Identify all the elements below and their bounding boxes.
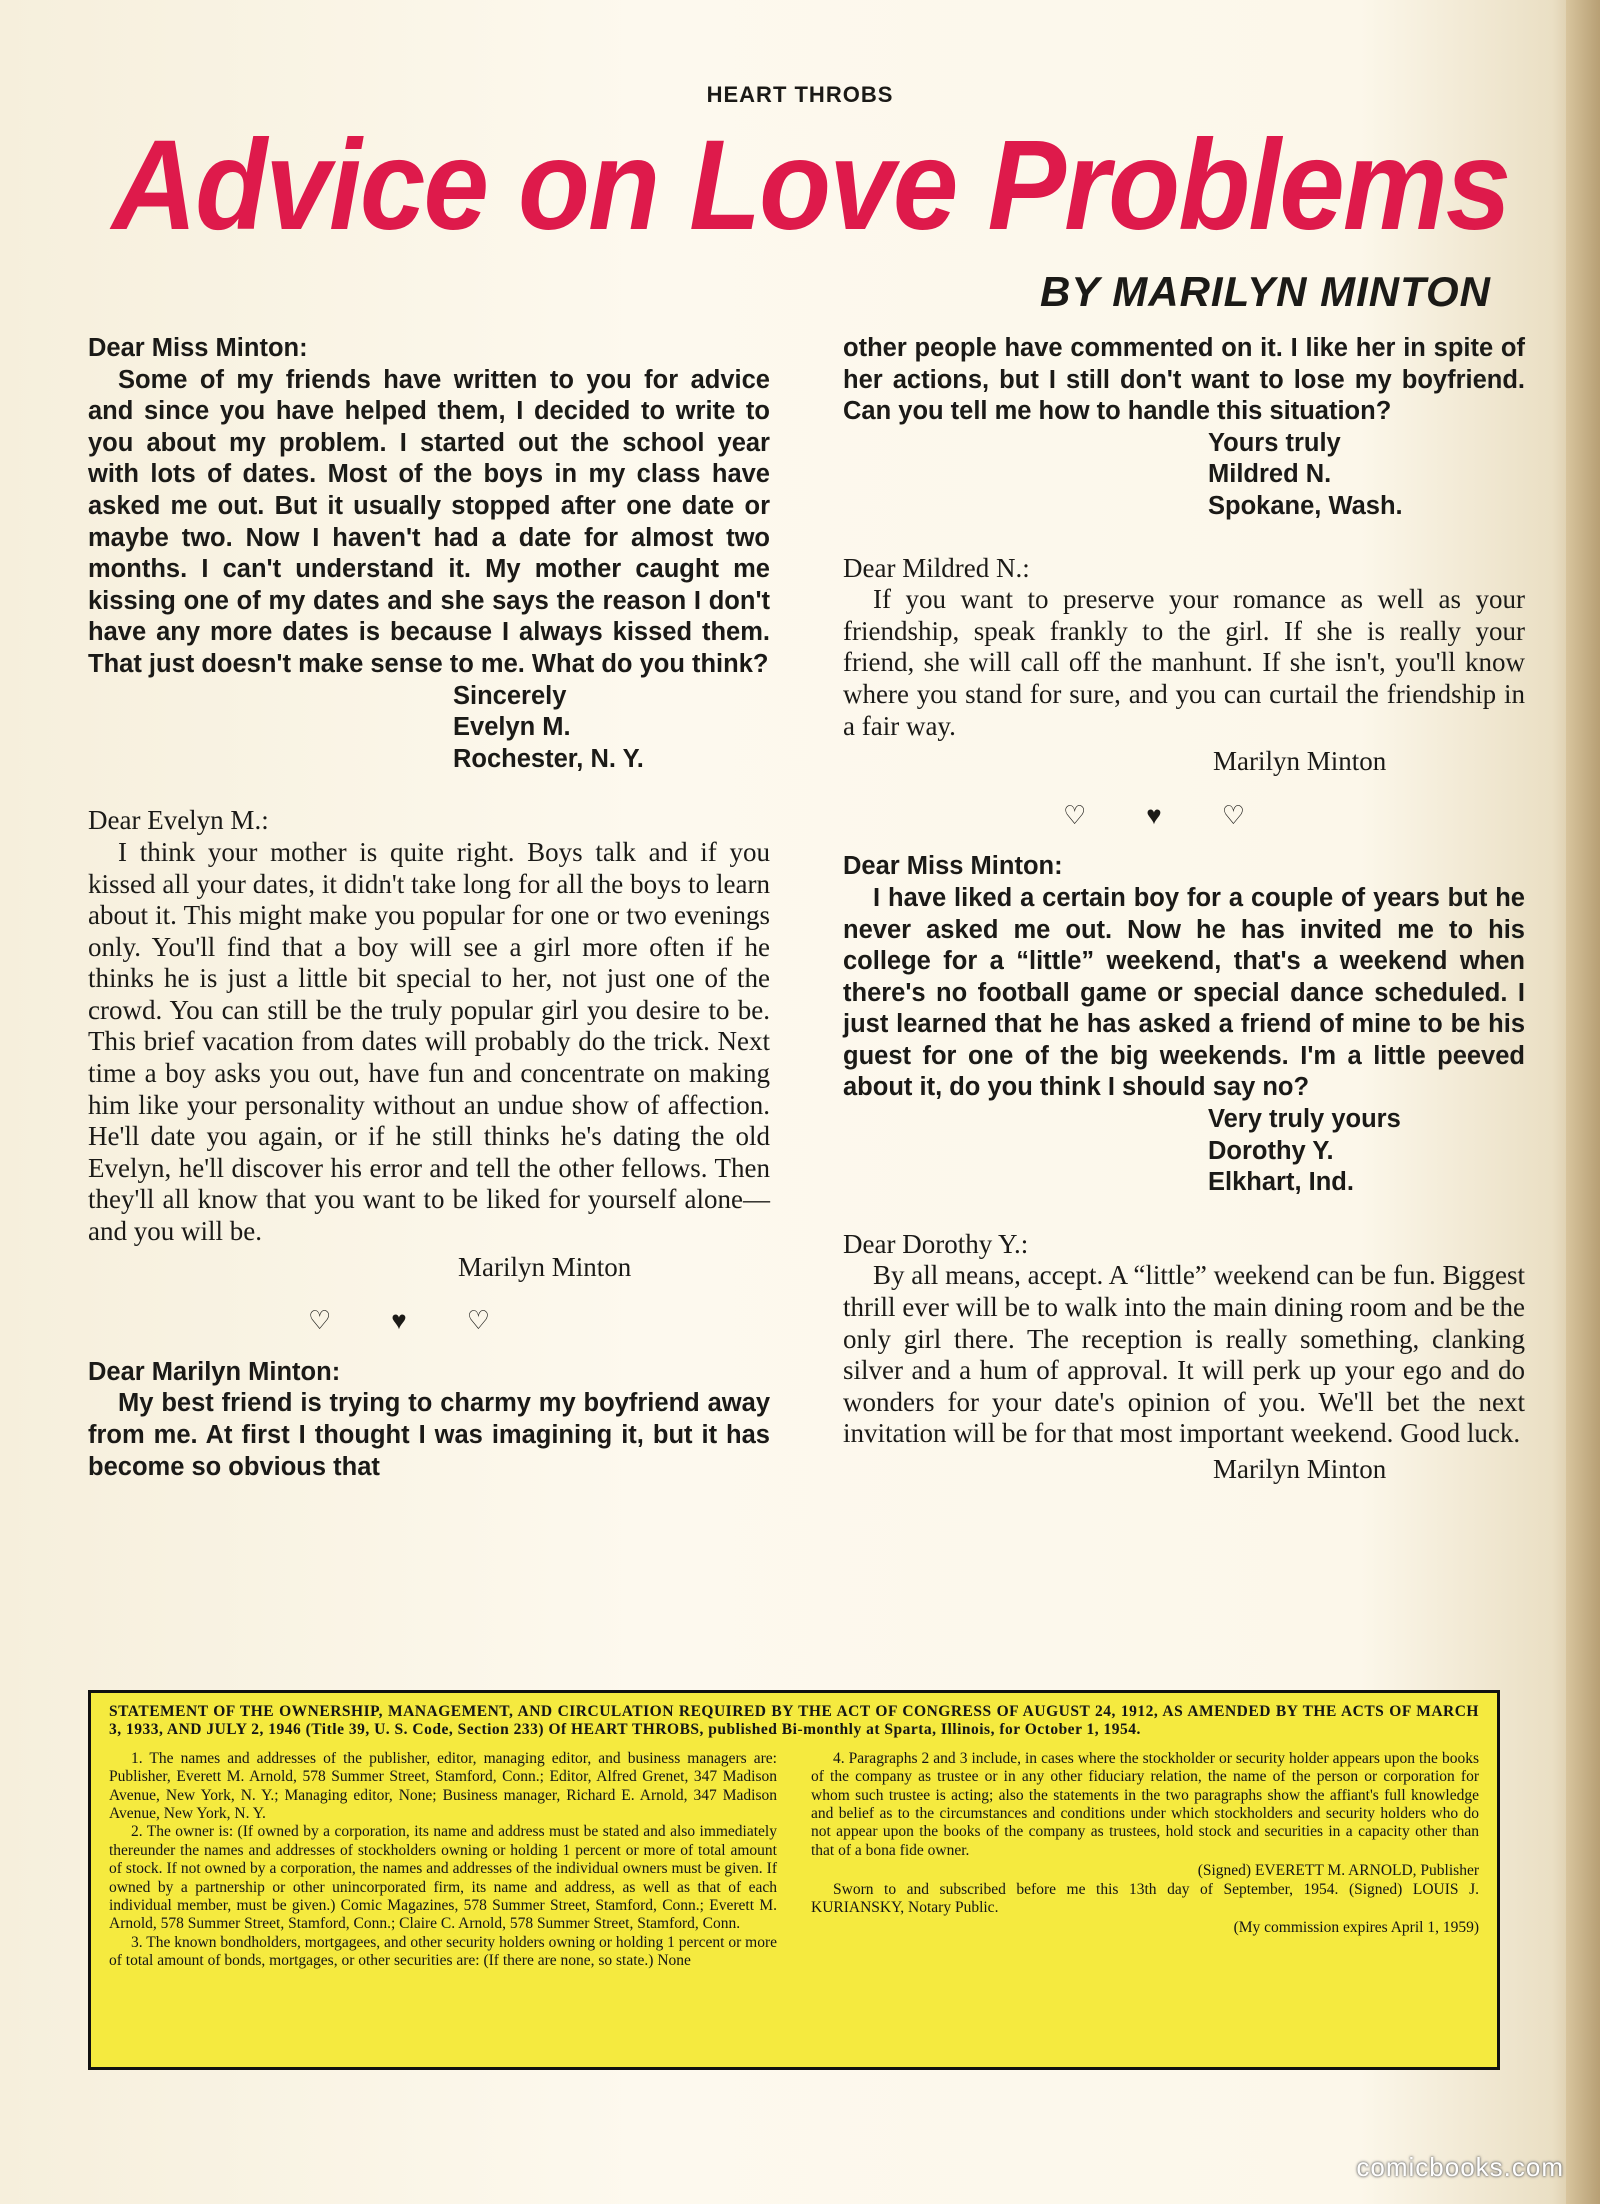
letter-signer: Dorothy Y.	[1208, 1136, 1334, 1165]
statement-paragraph-1: 1. The names and addresses of the publisher, editor, managing editor, and business managers are: Publisher, Everett M. Arnold, 578 Summer Street, Stamford, Conn.; Editor, Alfred Grenet, 347 Madison Avenue, New York, N. Y.; Managing editor, None; Business manager, Richard E. Arnold, 347 Madison Avenue, New York, N. Y.	[109, 1749, 777, 1823]
left-column	[88, 333, 770, 1483]
letter-body: My best friend is trying to charmy my boyfriend away from me. At first I thought I was imagining it, but it has become so obvious that	[88, 1389, 770, 1481]
reply-body: I think your mother is quite right. Boys talk and if you kissed all your dates, it didn't take long for all the boys to learn about it. This might make you popular for one or two evenings only. You'll find that a boy will see a girl more often if he thinks he is just a little bit special to her, not just one of the crowd. You can still be the truly popular girl you desire to be. This brief vacation from dates will probably do the trick. Next time a boy asks you out, have fun and concentrate on making him like your personality without an undue show of affection. He'll date you again, or if he still thinks he's dating the old Evelyn, he'll discover his error and tell the other fellows. Then they'll all know that you want to be liked for yourself alone—and you will be.	[88, 836, 770, 1247]
statement-paragraph-3: 3. The known bondholders, mortgagees, and other security holders owning or holding 1 percent or more of total amount of bonds, mortgages, or other securities are: (If there are none, so state.) None	[109, 1933, 777, 1970]
heart-outline-icon: ♡	[1062, 799, 1147, 830]
statement-paragraph-4: 4. Paragraphs 2 and 3 include, in cases where the stockholder or security holder appears upon the books of the company as trustee or in any other fiduciary relation, the name of the person or corporation for whom such trustee is acting; also the statements in the two paragraphs show the affiant's full knowledge and belief as to the circumstances and conditions under which stockholders and security holders who do not appear upon the books of the company as trustees, hold stock and securities in a capacity other than that of a bona fide owner.	[811, 1749, 1479, 1859]
statement-right-column	[811, 1750, 1479, 1971]
letter-place: Elkhart, Ind.	[1208, 1168, 1354, 1197]
letter-closing: Very truly yours	[1208, 1105, 1401, 1134]
statement-paragraph-2: 2. The owner is: (If owned by a corporation, its name and address must be stated and also immediately thereunder the names and addresses of stockholders owning or holding 1 percent or more of total amount of stock. If not owned by a corporation, the names and addresses of the individual owners must be given. If owned by a partnership or other unincorporated firm, its name and address, as well as that of each individual member, must be given.) Comic Magazines, 578 Summer Street, Stamford, Conn.; Everett M. Arnold, 578 Summer Street, Stamford, Conn.; Claire C. Arnold, 578 Summer Street, Stamford, Conn.	[109, 1823, 777, 1933]
heart-filled-icon: ♥	[1146, 799, 1222, 830]
statement-sworn: Sworn to and subscribed before me this 13th day of September, 1954. (Signed) LOUIS J. KURIANSKY, Notary Public.	[811, 1880, 1479, 1917]
magazine-header: HEART THROBS	[706, 82, 894, 107]
watermark: comicbooks.com	[1356, 2152, 1564, 2182]
letter-body: I have liked a certain boy for a couple of years but he never asked me out. Now he has invited me to his college for a “little” weekend, that's a weekend when there's no football game or special dance scheduled. I just learned that he has asked a friend of mine to be his guest for one of the big weekends. I'm a little peeved about it, do you think I should say no?	[843, 883, 1525, 1102]
reply-body: By all means, accept. A “little” weekend can be fun. Biggest thrill ever will be to walk into the main dining room and be the only girl there. The reception is really something, clanking silver and a hum of approval. It will perk up your ego and do wonders for your date's opinion of you. We'll bet the next invitation will be for that most important weekend. Good luck.	[843, 1260, 1525, 1449]
letter-1	[88, 333, 770, 775]
letter-2-start	[88, 1357, 770, 1483]
heart-filled-icon: ♥	[391, 1305, 467, 1336]
statement-heading: STATEMENT OF THE OWNERSHIP, MANAGEMENT, AND CIRCULATION REQUIRED BY THE ACT OF CONGRESS OF AUGUST 24, 1912, AS AMENDED BY THE ACTS OF MARCH 3, 1933, AND JULY 2, 1946 (Title 39, U. S. Code, Section 233) Of HEART THROBS, published Bi-monthly at Sparta, Illinois, for October 1, 1954.	[109, 1703, 1479, 1739]
reply-salutation: Dear Evelyn M.:	[88, 805, 269, 836]
reply-body: If you want to preserve your romance as well as your friendship, speak frankly to the girl. If she is really your friend, she will call off the manhunt. If she isn't, you'll know where you stand for sure, and you can curtail the friendship in a fair way.	[843, 584, 1525, 741]
heart-divider	[88, 1305, 770, 1337]
reply-1	[88, 805, 770, 1283]
letter-signer: Mildred N.	[1208, 460, 1332, 489]
heart-outline-icon: ♡	[1221, 799, 1306, 830]
letter-body: Some of my friends have written to you for advice and since you have helped them, I decided to write to you about my problem. I started out the school year with lots of dates. Most of the boys in my class have asked me out. But it usually stopped after one date or maybe two. Now I haven't had a date for almost two months. I can't understand it. My mother caught me kissing one of my dates and she says the reason I don't have any more dates is because I always kissed them. That just doesn't make sense to me. What do you think?	[88, 365, 770, 678]
reply-salutation: Dear Mildred N.:	[843, 552, 1030, 583]
letter-place: Rochester, N. Y.	[453, 744, 644, 773]
reply-signature: Marilyn Minton	[458, 1251, 632, 1282]
right-column	[843, 333, 1525, 1486]
letter-salutation: Dear Marilyn Minton:	[88, 1357, 341, 1386]
heart-outline-icon: ♡	[466, 1305, 551, 1336]
letter-signer: Evelyn M.	[453, 713, 571, 742]
ownership-statement-box	[88, 1690, 1500, 2070]
letter-2-continued	[843, 333, 1525, 523]
statement-commission: (My commission expires April 1, 1959)	[1233, 1919, 1479, 1937]
letter-salutation: Dear Miss Minton:	[843, 852, 1063, 881]
byline: BY MARILYN MINTON	[1040, 268, 1492, 315]
letter-closing: Sincerely	[453, 681, 567, 710]
letter-place: Spokane, Wash.	[1208, 491, 1403, 520]
letter-closing: Yours truly	[1208, 428, 1341, 457]
letter-body-continued: other people have commented on it. I like her in spite of her actions, but I still don't want to lose my boyfriend. Can you tell me how to handle this situation?	[843, 334, 1525, 426]
letter-salutation: Dear Miss Minton:	[88, 334, 308, 362]
page-spine	[1566, 0, 1600, 2204]
reply-3	[843, 1229, 1525, 1486]
reply-signature: Marilyn Minton	[1213, 1454, 1387, 1484]
statement-left-column	[109, 1750, 777, 1971]
statement-signed: (Signed) EVERETT M. ARNOLD, Publisher	[1197, 1862, 1479, 1880]
letter-3	[843, 851, 1525, 1199]
heart-outline-icon: ♡	[307, 1305, 392, 1336]
heart-divider	[843, 800, 1525, 832]
reply-2	[843, 553, 1525, 778]
reply-signature: Marilyn Minton	[1213, 746, 1387, 777]
reply-salutation: Dear Dorothy Y.:	[843, 1228, 1029, 1259]
page-title: Advice on Love Problems	[112, 114, 1510, 257]
